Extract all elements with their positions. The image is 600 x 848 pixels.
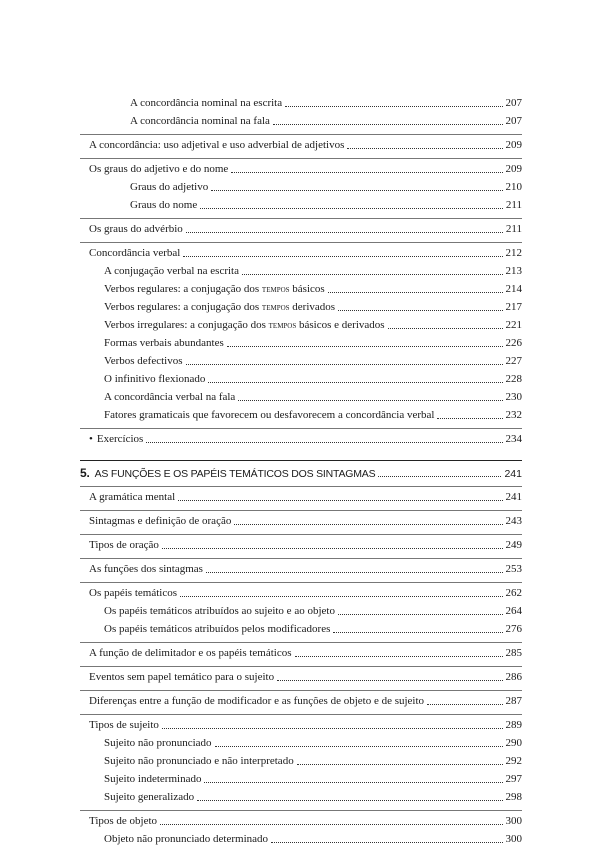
dot-leader — [231, 171, 502, 173]
dot-leader — [183, 255, 502, 257]
dot-leader — [200, 207, 503, 209]
toc-entry[interactable] — [80, 812, 522, 830]
dot-leader — [277, 679, 502, 681]
toc-entry[interactable] — [80, 536, 522, 554]
dot-leader — [227, 345, 503, 347]
dot-leader — [338, 309, 502, 311]
toc-entry-label: Eventos sem papel temático para o sujeito — [89, 671, 275, 683]
table-of-contents — [80, 94, 522, 848]
toc-entry-label: Sujeito indeterminado — [104, 773, 202, 785]
toc-entry[interactable] — [80, 644, 522, 662]
section-divider — [80, 690, 522, 691]
dot-leader — [271, 841, 502, 843]
page-number: 241 — [504, 468, 522, 480]
toc-entry-label: Graus do adjetivo — [130, 181, 209, 193]
toc-entry[interactable] — [80, 430, 522, 448]
page-number: 211 — [505, 199, 522, 211]
toc-entry-label: O infinitivo flexionado — [104, 373, 206, 385]
toc-entry-label: Os papéis temáticos atribuídos pelos modificadores — [104, 623, 331, 635]
dot-leader — [146, 441, 502, 443]
page-number: 232 — [505, 409, 522, 421]
toc-entry[interactable] — [80, 160, 522, 178]
toc-entry[interactable] — [80, 244, 522, 262]
page-number: 234 — [505, 433, 522, 445]
dot-leader — [160, 823, 502, 825]
page-number: 289 — [505, 719, 522, 731]
toc-entry-label: Os graus do adjetivo e do nome — [89, 163, 229, 175]
dot-leader — [347, 147, 502, 149]
page-number: 214 — [505, 283, 522, 295]
page-number: 286 — [505, 671, 522, 683]
toc-entry[interactable] — [80, 602, 522, 620]
toc-entry[interactable] — [80, 94, 522, 112]
dot-leader — [215, 745, 503, 747]
toc-entry[interactable] — [80, 370, 522, 388]
page-number: 217 — [505, 301, 522, 313]
toc-entry-label: • Exercícios — [89, 433, 144, 445]
toc-entry[interactable] — [80, 352, 522, 370]
toc-entry-label: Sujeito não pronunciado e não interpretado — [104, 755, 294, 767]
section-divider — [80, 428, 522, 429]
toc-entry[interactable] — [80, 298, 522, 316]
toc-entry[interactable] — [80, 406, 522, 424]
page-number: 221 — [505, 319, 522, 331]
page-number: 276 — [505, 623, 522, 635]
dot-leader — [234, 523, 502, 525]
toc-entry[interactable] — [80, 196, 522, 214]
toc-entry-label: Tipos de sujeito — [89, 719, 159, 731]
toc-entry[interactable] — [80, 620, 522, 638]
toc-entry-label: A concordância nominal na fala — [130, 115, 270, 127]
toc-entry-label: Os papéis temáticos atribuídos ao sujeito e ao objeto — [104, 605, 335, 617]
toc-entry-label: A concordância verbal na fala — [104, 391, 236, 403]
bullet-icon: • — [89, 433, 93, 445]
toc-entry[interactable] — [80, 316, 522, 334]
toc-entry-label: A função de delimitador e os papéis temáticos — [89, 647, 292, 659]
section-divider — [80, 134, 522, 135]
page-number: 298 — [505, 791, 522, 803]
section-divider — [80, 486, 522, 487]
page-number: 227 — [505, 355, 522, 367]
page-number: 209 — [505, 139, 522, 151]
toc-entry-label: Verbos irregulares: a conjugação dos tempos básicos e derivados — [104, 319, 385, 331]
section-divider — [80, 218, 522, 219]
dot-leader — [211, 189, 502, 191]
toc-entry-label: A concordância nominal na escrita — [130, 97, 283, 109]
toc-entry[interactable] — [80, 136, 522, 154]
dot-leader — [206, 571, 503, 573]
toc-entry[interactable] — [80, 692, 522, 710]
toc-entry[interactable] — [80, 280, 522, 298]
page-number: 300 — [505, 833, 522, 845]
dot-leader — [204, 781, 502, 783]
chapter-divider — [80, 460, 522, 461]
page-number: 213 — [505, 265, 522, 277]
section-divider — [80, 558, 522, 559]
page-number: 292 — [505, 755, 522, 767]
dot-leader — [285, 105, 502, 107]
dot-leader — [186, 231, 503, 233]
page-number: 262 — [505, 587, 522, 599]
toc-entry-label: Graus do nome — [130, 199, 198, 211]
dot-leader — [242, 273, 503, 275]
dot-leader — [178, 499, 502, 501]
toc-entry-label: Verbos regulares: a conjugação dos tempos derivados — [104, 301, 336, 313]
page-number: 207 — [505, 115, 522, 127]
toc-entry-label: Tipos de oração — [89, 539, 159, 551]
toc-entry-label: Sujeito generalizado — [104, 791, 195, 803]
toc-entry[interactable] — [80, 734, 522, 752]
dot-leader — [238, 399, 502, 401]
toc-chapter-entry[interactable] — [80, 464, 522, 482]
dot-leader — [162, 727, 503, 729]
toc-entry[interactable] — [80, 334, 522, 352]
toc-entry-label: Fatores gramaticais que favorecem ou desfavorecem a concordância verbal — [104, 409, 435, 421]
dot-leader — [273, 123, 503, 125]
page-number: 300 — [505, 815, 522, 827]
toc-entry-label: A conjugação verbal na escrita — [104, 265, 239, 277]
section-divider — [80, 510, 522, 511]
toc-entry-label: A gramática mental — [89, 491, 176, 503]
toc-entry[interactable] — [80, 716, 522, 734]
dot-leader — [197, 799, 502, 801]
section-divider — [80, 242, 522, 243]
page-number: 297 — [505, 773, 522, 785]
toc-entry-label: Sintagmas e definição de oração — [89, 515, 232, 527]
toc-entry[interactable] — [80, 178, 522, 196]
dot-leader — [378, 475, 501, 477]
chapter-number: 5. — [80, 466, 90, 480]
dot-leader — [186, 363, 503, 365]
toc-entry[interactable] — [80, 262, 522, 280]
toc-entry-label: Verbos regulares: a conjugação dos tempos básicos — [104, 283, 325, 295]
dot-leader — [297, 763, 503, 765]
toc-entry[interactable] — [80, 488, 522, 506]
page-number: 249 — [505, 539, 522, 551]
page-number: 211 — [505, 223, 522, 235]
section-divider — [80, 642, 522, 643]
toc-entry-label: Formas verbais abundantes — [104, 337, 224, 349]
section-divider — [80, 158, 522, 159]
section-divider — [80, 666, 522, 667]
page-number: 264 — [505, 605, 522, 617]
toc-entry-label: Os graus do advérbio — [89, 223, 183, 235]
toc-entry-label: Verbos defectivos — [104, 355, 183, 367]
toc-entry-label: 5. AS FUNÇÕES E OS PAPÉIS TEMÁTICOS DOS SINTAGMAS — [80, 466, 376, 480]
dot-leader — [333, 631, 502, 633]
page-number: 209 — [505, 163, 522, 175]
dot-leader — [162, 547, 503, 549]
toc-entry[interactable] — [80, 112, 522, 130]
dot-leader — [338, 613, 503, 615]
toc-entry-label: Sujeito não pronunciado — [104, 737, 212, 749]
toc-entry[interactable] — [80, 220, 522, 238]
toc-entry[interactable] — [80, 752, 522, 770]
toc-entry[interactable] — [80, 512, 522, 530]
toc-entry-label: As funções dos sintagmas — [89, 563, 203, 575]
toc-entry-label: Concordância verbal — [89, 247, 181, 259]
dot-leader — [328, 291, 503, 293]
toc-entry[interactable] — [80, 388, 522, 406]
dot-leader — [388, 327, 503, 329]
toc-entry[interactable] — [80, 668, 522, 686]
toc-entry[interactable] — [80, 788, 522, 806]
dot-leader — [208, 381, 502, 383]
page-number: 241 — [505, 491, 522, 503]
page-number: 212 — [505, 247, 522, 259]
page-number: 230 — [505, 391, 522, 403]
page-number: 287 — [505, 695, 522, 707]
page-number: 226 — [505, 337, 522, 349]
section-divider — [80, 582, 522, 583]
page-number: 228 — [505, 373, 522, 385]
toc-entry-label: Os papéis temáticos — [89, 587, 177, 599]
dot-leader — [295, 655, 503, 657]
toc-entry-label: Objeto não pronunciado determinado — [104, 833, 269, 845]
section-divider — [80, 810, 522, 811]
page-number: 210 — [505, 181, 522, 193]
toc-entry[interactable] — [80, 830, 522, 848]
toc-entry[interactable] — [80, 584, 522, 602]
dot-leader — [427, 703, 502, 705]
section-divider — [80, 714, 522, 715]
page-number: 207 — [505, 97, 522, 109]
dot-leader — [437, 417, 502, 419]
page-number: 285 — [505, 647, 522, 659]
toc-entry-label: Diferenças entre a função de modificador e as funções de objeto e de sujeito — [89, 695, 425, 707]
toc-entry-label: A concordância: uso adjetival e uso adverbial de adjetivos — [89, 139, 345, 151]
page-number: 243 — [505, 515, 522, 527]
toc-entry[interactable] — [80, 560, 522, 578]
toc-entry-label: Tipos de objeto — [89, 815, 158, 827]
page-number: 253 — [505, 563, 522, 575]
dot-leader — [180, 595, 503, 597]
section-divider — [80, 534, 522, 535]
toc-entry[interactable] — [80, 770, 522, 788]
page-number: 290 — [505, 737, 522, 749]
